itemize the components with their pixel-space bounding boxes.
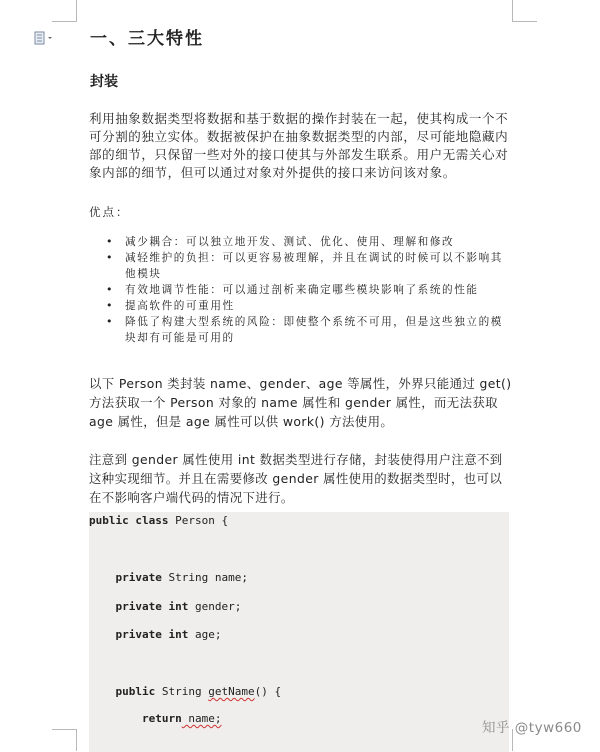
code-keyword: private int [115, 600, 189, 613]
code-keyword: public class [89, 514, 169, 527]
gender-note-paragraph: 注意到 gender 属性使用 int 数据类型进行存储，封装使得用户注意不到这种实现细节。并且在需要修改 gender 属性使用的数据类型时，也可以在不影响客户端代码的情况下进行。 [89, 452, 503, 505]
code-block [89, 512, 509, 752]
list-item: • 减少耦合：可以独立地开发、测试、优化、使用、理解和修改 [89, 234, 513, 250]
code-line [89, 571, 248, 584]
code-text: gender; [188, 600, 242, 613]
code-text: () { [254, 685, 282, 698]
code-line [89, 628, 221, 641]
advantages-list [89, 234, 513, 346]
crop-mark [513, 21, 537, 22]
crop-mark [512, 0, 513, 22]
intro-paragraph: 利用抽象数据类型将数据和基于数据的操作封装在一起，使其构成一个不可分割的独立实体。数据被保护在抽象数据类型的内部，尽可能地隐藏内部的细节，只保留一些对外的接口使其与外部发生联系。用户无需关心对象内部的细节，但可以通过对象对外提供的接口来访问该对象。 [89, 111, 509, 180]
code-keyword: return [141, 712, 182, 725]
watermark: 知乎 @tyw660 [482, 720, 582, 736]
page-heading: 一、三大特性 [90, 29, 204, 49]
code-text: Person { [168, 514, 229, 527]
section-title: 封装 [90, 74, 118, 90]
list-item: • 有效地调节性能：可以通过剖析来确定哪些模块影响了系统的性能 [89, 282, 513, 298]
code-text: name; [181, 712, 222, 725]
list-item: • 降低了构建大型系统的风险：即使整个系统不可用，但是这些独立的模块却有可能是可用的 [89, 314, 513, 346]
code-line [89, 685, 281, 698]
crop-mark [52, 729, 76, 730]
list-item: • 提高软件的可重用性 [89, 298, 513, 314]
crop-mark [52, 21, 76, 22]
code-method-name: getName [208, 685, 255, 698]
code-keyword: private int [115, 628, 189, 641]
code-keyword: public [115, 685, 156, 698]
code-text: String [155, 685, 209, 698]
crop-mark [76, 729, 77, 751]
crop-mark [76, 0, 77, 22]
code-line [89, 712, 221, 725]
code-line [89, 600, 241, 613]
person-class-paragraph: 以下 Person 类封装 name、gender、age 等属性，外界只能通过 get() 方法获取一个 Person 对象的 name 属性和 gender 属性，而无法获取 age 属性，但是 age 属性可以供 work() 方法使用。 [89, 376, 512, 429]
document-icon[interactable] [34, 30, 56, 44]
code-line [89, 514, 228, 527]
list-item: • 减轻维护的负担：可以更容易被理解，并且在调试的时候可以不影响其他模块 [89, 250, 513, 282]
code-keyword: private [115, 571, 162, 584]
code-text: age; [188, 628, 222, 641]
advantages-label: 优点： [89, 205, 130, 219]
code-text: String name; [161, 571, 248, 584]
